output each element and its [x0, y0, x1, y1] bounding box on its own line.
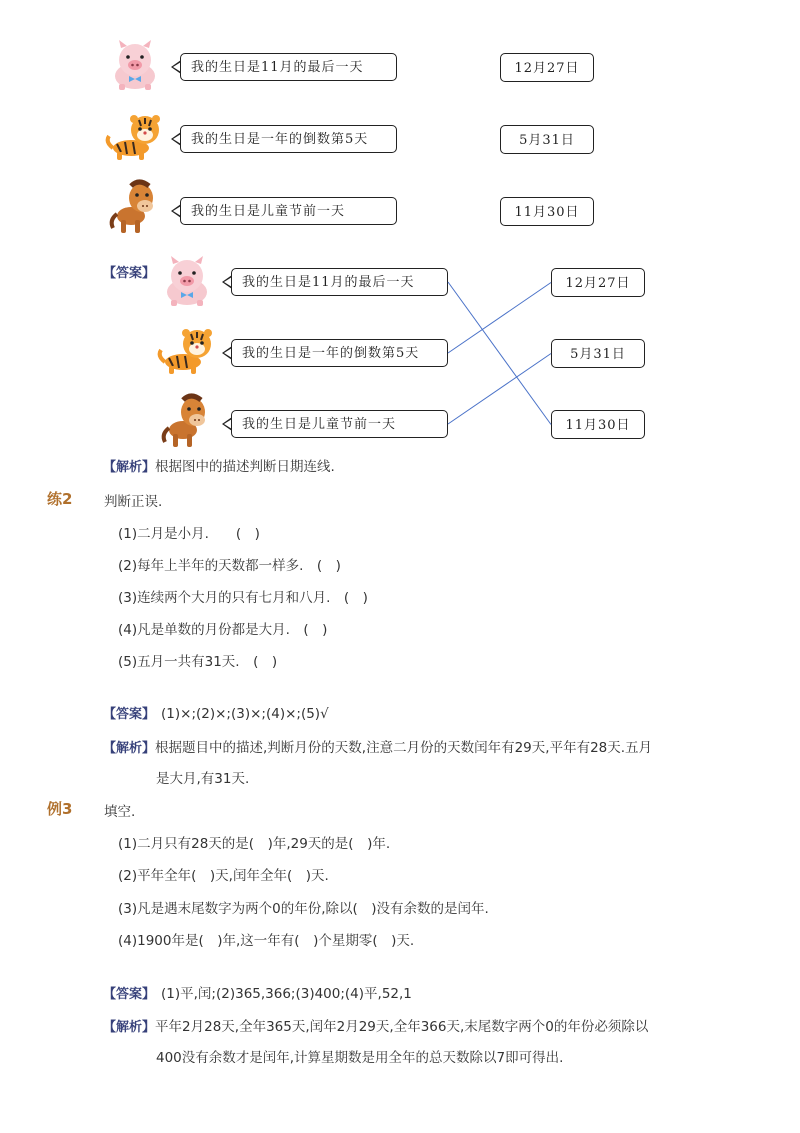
answer-bubble-tiger: 我的生日是一年的倒数第5天	[231, 339, 448, 367]
practice-item-3: (3)连续两个大月的只有七月和八月. ( )	[118, 590, 368, 606]
example-3-answer	[103, 982, 412, 1002]
answer-tag: 【答案】	[103, 266, 156, 281]
example-item-4: (4)1900年是( )年,这一年有( )个星期零( )天.	[118, 933, 415, 949]
answer-bubble-pig: 我的生日是11月的最后一天	[231, 268, 448, 296]
answer-date-box-3: 11月30日	[551, 410, 645, 439]
speech-bubble-pig: 我的生日是11月的最后一天	[180, 53, 397, 81]
date-box-3[interactable]: 11月30日	[500, 197, 594, 226]
analysis-text: 根据图中的描述判断日期连线.	[155, 459, 335, 475]
speech-bubble-horse: 我的生日是儿童节前一天	[180, 197, 397, 225]
answer-text: (1)平,闰;(2)365,366;(3)400;(4)平,52,1	[161, 986, 412, 1002]
practice-item-4: (4)凡是单数的月份都是大月. ( )	[118, 622, 328, 638]
answer-date-box-2: 5月31日	[551, 339, 645, 368]
answer-date-box-1: 12月27日	[551, 268, 645, 297]
example-3-instruction: 填空.	[104, 804, 136, 820]
practice-2-label: 练2	[47, 490, 73, 508]
analysis-1	[103, 455, 335, 475]
practice-item-1: (1)二月是小月. ( )	[118, 526, 260, 542]
answer-bubble-horse: 我的生日是儿童节前一天	[231, 410, 448, 438]
speech-bubble-tiger: 我的生日是一年的倒数第5天	[180, 125, 397, 153]
analysis-tag: 【解析】	[103, 1020, 156, 1035]
example-3-analysis	[103, 1015, 648, 1035]
analysis-text: 根据题目中的描述,判断月份的天数,注意二月份的天数闰年有29天,平年有28天.五月	[155, 740, 653, 756]
example-3-analysis-cont: 400没有余数才是闰年,计算星期数是用全年的总天数除以7即可得出.	[156, 1050, 564, 1066]
analysis-text: 平年2月28天,全年365天,闰年2月29天,全年366天,末尾数字两个0的年份必须除以	[155, 1019, 649, 1035]
connector-line	[448, 283, 551, 354]
answer-tag: 【答案】	[103, 707, 156, 722]
practice-2-answer	[103, 703, 329, 722]
practice-2-analysis	[103, 736, 652, 756]
example-item-3: (3)凡是遇末尾数字为两个0的年份,除以( )没有余数的是闰年.	[118, 901, 489, 917]
connector-line	[448, 354, 551, 425]
example-item-1: (1)二月只有28天的是( )年,29天的是( )年.	[118, 836, 391, 852]
example-item-2: (2)平年全年( )天,闰年全年( )天.	[118, 868, 329, 884]
answer-tag: 【答案】	[103, 987, 156, 1002]
practice-2-instruction: 判断正误.	[104, 494, 163, 510]
connector-line	[448, 282, 551, 425]
practice-item-2: (2)每年上半年的天数都一样多. ( )	[118, 558, 341, 574]
date-box-1[interactable]: 12月27日	[500, 53, 594, 82]
example-3-label: 例3	[47, 800, 73, 818]
answer-text: (1)×;(2)×;(3)×;(4)×;(5)√	[161, 706, 329, 722]
analysis-tag: 【解析】	[103, 741, 156, 756]
practice-item-5: (5)五月一共有31天. ( )	[118, 654, 278, 670]
date-box-2[interactable]: 5月31日	[500, 125, 594, 154]
analysis-tag: 【解析】	[103, 460, 156, 475]
practice-2-analysis-cont: 是大月,有31天.	[156, 771, 250, 787]
